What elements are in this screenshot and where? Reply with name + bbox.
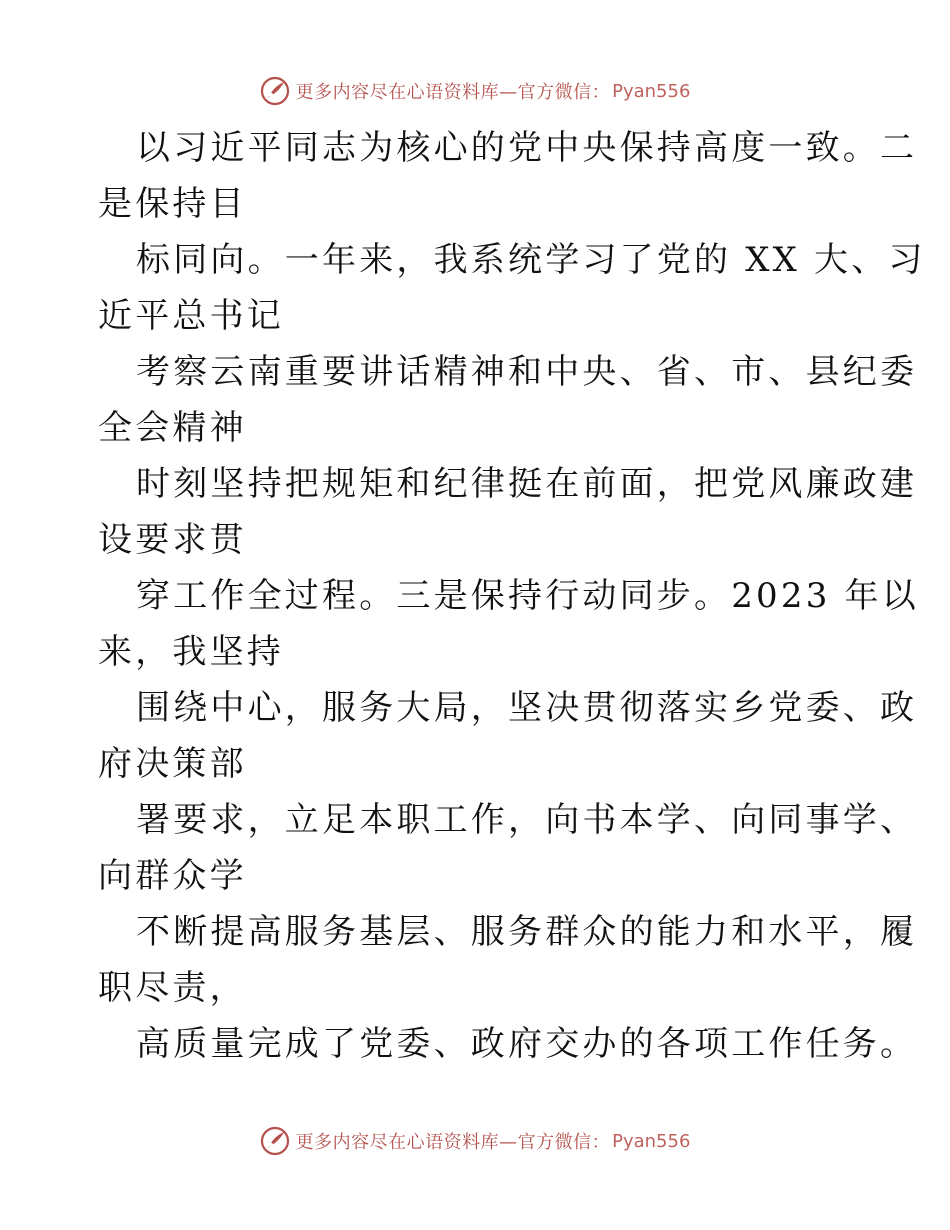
paragraph-line-3 — [98, 344, 918, 456]
line-indented: 时刻坚持把规矩和纪律挺在前面，把党风廉政建 — [136, 464, 918, 504]
line-continuation: 职尽责， — [98, 968, 247, 1008]
paragraph-line-4 — [98, 456, 918, 568]
line-continuation: 设要求贯 — [98, 520, 247, 560]
line-continuation: 全会精神 — [98, 408, 247, 448]
line-indented: 考察云南重要讲话精神和中央、省、市、县纪委 — [136, 352, 918, 392]
paragraph-line-8 — [98, 904, 918, 1016]
paragraph-line-5 — [98, 568, 919, 680]
watermark-text: 更多内容尽在心语资料库—官方微信： — [295, 82, 611, 103]
line-continuation: 向群众学 — [98, 856, 247, 896]
line-continuation: 近平总书记 — [98, 296, 284, 336]
quill-logo-icon — [260, 1126, 290, 1156]
line-continuation: 府决策部 — [98, 744, 247, 784]
quill-logo-icon — [260, 76, 290, 106]
line-indented: 署要求，立足本职工作，向书本学、向同事学、 — [136, 800, 918, 840]
watermark-wechat-id: Pyan556 — [612, 80, 691, 102]
watermark-text: 更多内容尽在心语资料库—官方微信： — [295, 1132, 611, 1153]
paragraph-line-2 — [98, 232, 926, 344]
line-indented: 穿工作全过程。三是保持行动同步。2023 年以 — [136, 576, 919, 616]
header-watermark — [0, 71, 950, 111]
watermark-wechat-id: Pyan556 — [612, 1130, 691, 1152]
line-continuation: 来，我坚持 — [98, 632, 284, 672]
line-indented: 标同向。一年来，我系统学习了党的 XX 大、习 — [136, 240, 926, 280]
paragraph-line-6 — [98, 680, 918, 792]
line-indented: 高质量完成了党委、政府交办的各项工作任务。 — [136, 1024, 918, 1064]
line-indented: 不断提高服务基层、服务群众的能力和水平，履 — [136, 912, 918, 952]
paragraph-line-7 — [98, 792, 918, 904]
line-indented: 围绕中心，服务大局，坚决贯彻落实乡党委、政 — [136, 688, 918, 728]
paragraph-line-1 — [98, 120, 918, 232]
paragraph-line-9 — [98, 1016, 918, 1072]
document-body — [98, 120, 926, 1072]
line-continuation: 是保持目 — [98, 184, 247, 224]
line-indented: 以习近平同志为核心的党中央保持高度一致。二 — [136, 128, 918, 168]
footer-watermark — [0, 1121, 950, 1161]
